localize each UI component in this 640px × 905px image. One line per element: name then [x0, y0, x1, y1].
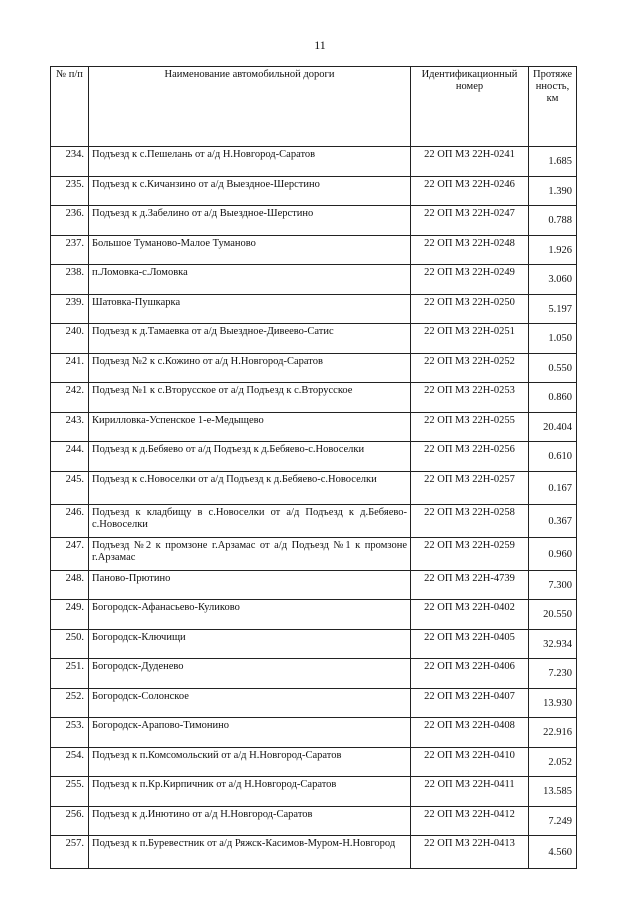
cell-num: 235.: [51, 176, 89, 206]
cell-id: 22 ОП МЗ 22Н-0256: [411, 442, 529, 472]
cell-num: 248.: [51, 570, 89, 600]
cell-num: 246.: [51, 504, 89, 537]
cell-length: 4.560: [529, 836, 577, 869]
cell-id: 22 ОП МЗ 22Н-0241: [411, 147, 529, 177]
table-row: [51, 442, 577, 472]
cell-name: Подъезд №2 к промзоне г.Арзамас от а/д Подъезд №1 к промзоне г.Арзамас: [89, 537, 411, 570]
table-row: [51, 806, 577, 836]
cell-id: 22 ОП МЗ 22Н-0255: [411, 412, 529, 442]
cell-num: 255.: [51, 777, 89, 807]
cell-name: Подъезд к с.Пешелань от а/д Н.Новгород-Саратов: [89, 147, 411, 177]
cell-name: Подъезд к д.Бебяево от а/д Подъезд к д.Бебяево-с.Новоселки: [89, 442, 411, 472]
table-row: [51, 600, 577, 630]
cell-name: Подъезд к д.Тамаевка от а/д Выездное-Дивеево-Сатис: [89, 324, 411, 354]
table-row: [51, 235, 577, 265]
table-row: [51, 471, 577, 504]
table-row: [51, 537, 577, 570]
table-row: [51, 629, 577, 659]
cell-length: 3.060: [529, 265, 577, 295]
cell-num: 238.: [51, 265, 89, 295]
cell-num: 257.: [51, 836, 89, 869]
cell-length: 5.197: [529, 294, 577, 324]
cell-id: 22 ОП МЗ 22Н-0413: [411, 836, 529, 869]
table-row: [51, 688, 577, 718]
cell-id: 22 ОП МЗ 22Н-0412: [411, 806, 529, 836]
cell-length: 2.052: [529, 747, 577, 777]
cell-num: 243.: [51, 412, 89, 442]
cell-length: 1.050: [529, 324, 577, 354]
table-row: [51, 147, 577, 177]
table-row: [51, 777, 577, 807]
cell-name: Шатовка-Пушкарка: [89, 294, 411, 324]
cell-name: Богородск-Ключищи: [89, 629, 411, 659]
cell-id: 22 ОП МЗ 22Н-0252: [411, 353, 529, 383]
cell-num: 241.: [51, 353, 89, 383]
cell-length: 7.249: [529, 806, 577, 836]
table-row: [51, 718, 577, 748]
cell-id: 22 ОП МЗ 22Н-0411: [411, 777, 529, 807]
cell-id: 22 ОП МЗ 22Н-0257: [411, 471, 529, 504]
cell-num: 234.: [51, 147, 89, 177]
cell-length: 13.585: [529, 777, 577, 807]
cell-name: Богородск-Дуденево: [89, 659, 411, 689]
cell-id: 22 ОП МЗ 22Н-0251: [411, 324, 529, 354]
cell-name: Большое Туманово-Малое Туманово: [89, 235, 411, 265]
cell-name: Богородск-Арапово-Тимонино: [89, 718, 411, 748]
cell-num: 240.: [51, 324, 89, 354]
roads-table: [50, 66, 577, 869]
header-id: Идентификационный номер: [411, 67, 529, 147]
cell-name: Подъезд к с.Кичанзино от а/д Выездное-Шерстино: [89, 176, 411, 206]
cell-length: 0.860: [529, 383, 577, 413]
cell-num: 247.: [51, 537, 89, 570]
table-row: [51, 265, 577, 295]
header-name: Наименование автомобильной дороги: [89, 67, 411, 147]
cell-length: 7.300: [529, 570, 577, 600]
cell-name: Подъезд к п.Буревестник от а/д Ряжск-Касимов-Муром-Н.Новгород: [89, 836, 411, 869]
header-num: № п/п: [51, 67, 89, 147]
cell-num: 249.: [51, 600, 89, 630]
cell-num: 253.: [51, 718, 89, 748]
cell-length: 0.610: [529, 442, 577, 472]
cell-length: 22.916: [529, 718, 577, 748]
cell-length: 0.960: [529, 537, 577, 570]
cell-name: Подъезд к д.Забелино от а/д Выездное-Шерстино: [89, 206, 411, 236]
cell-num: 252.: [51, 688, 89, 718]
cell-length: 7.230: [529, 659, 577, 689]
cell-num: 250.: [51, 629, 89, 659]
cell-num: 242.: [51, 383, 89, 413]
cell-name: Подъезд №2 к с.Кожино от а/д Н.Новгород-Саратов: [89, 353, 411, 383]
cell-id: 22 ОП МЗ 22Н-0250: [411, 294, 529, 324]
table-row: [51, 412, 577, 442]
cell-name: Подъезд к п.Кр.Кирпичник от а/д Н.Новгород-Саратов: [89, 777, 411, 807]
cell-id: 22 ОП МЗ 22Н-0408: [411, 718, 529, 748]
cell-name: Богородск-Солонское: [89, 688, 411, 718]
cell-id: 22 ОП МЗ 22Н-0405: [411, 629, 529, 659]
cell-length: 0.550: [529, 353, 577, 383]
cell-num: 236.: [51, 206, 89, 236]
table-row: [51, 206, 577, 236]
cell-id: 22 ОП МЗ 22Н-0259: [411, 537, 529, 570]
cell-name: Подъезд к кладбищу в с.Новоселки от а/д Подъезд к д.Бебяево-с.Новоселки: [89, 504, 411, 537]
cell-id: 22 ОП МЗ 22Н-0249: [411, 265, 529, 295]
cell-name: Кирилловка-Успенское 1-е-Медыщево: [89, 412, 411, 442]
cell-name: Подъезд к д.Инютино от а/д Н.Новгород-Саратов: [89, 806, 411, 836]
table-row: [51, 504, 577, 537]
table-row: [51, 324, 577, 354]
cell-name: Подъезд к п.Комсомольский от а/д Н.Новгород-Саратов: [89, 747, 411, 777]
cell-name: п.Ломовка-с.Ломовка: [89, 265, 411, 295]
cell-id: 22 ОП МЗ 22Н-0410: [411, 747, 529, 777]
cell-id: 22 ОП МЗ 22Н-4739: [411, 570, 529, 600]
table-row: [51, 570, 577, 600]
cell-name: Паново-Прютино: [89, 570, 411, 600]
cell-name: Подъезд №1 к с.Вторусское от а/д Подъезд к с.Вторусское: [89, 383, 411, 413]
cell-length: 13.930: [529, 688, 577, 718]
cell-length: 32.934: [529, 629, 577, 659]
cell-id: 22 ОП МЗ 22Н-0247: [411, 206, 529, 236]
table-row: [51, 353, 577, 383]
cell-name: Подъезд к с.Новоселки от а/д Подъезд к д.Бебяево-с.Новоселки: [89, 471, 411, 504]
cell-num: 254.: [51, 747, 89, 777]
page-number: 11: [314, 38, 326, 52]
cell-id: 22 ОП МЗ 22Н-0258: [411, 504, 529, 537]
table-row: [51, 747, 577, 777]
cell-id: 22 ОП МЗ 22Н-0248: [411, 235, 529, 265]
table-row: [51, 294, 577, 324]
cell-length: 20.550: [529, 600, 577, 630]
header-length: Протяже нность, км: [529, 67, 577, 147]
cell-num: 256.: [51, 806, 89, 836]
cell-id: 22 ОП МЗ 22Н-0406: [411, 659, 529, 689]
table-row: [51, 836, 577, 869]
cell-num: 237.: [51, 235, 89, 265]
cell-name: Богородск-Афанасьево-Куликово: [89, 600, 411, 630]
cell-num: 244.: [51, 442, 89, 472]
cell-length: 0.788: [529, 206, 577, 236]
cell-num: 239.: [51, 294, 89, 324]
cell-length: 1.685: [529, 147, 577, 177]
cell-id: 22 ОП МЗ 22Н-0402: [411, 600, 529, 630]
cell-length: 20.404: [529, 412, 577, 442]
cell-length: 0.167: [529, 471, 577, 504]
cell-id: 22 ОП МЗ 22Н-0407: [411, 688, 529, 718]
table-row: [51, 176, 577, 206]
cell-length: 1.926: [529, 235, 577, 265]
table-row: [51, 383, 577, 413]
cell-id: 22 ОП МЗ 22Н-0253: [411, 383, 529, 413]
cell-num: 245.: [51, 471, 89, 504]
cell-num: 251.: [51, 659, 89, 689]
cell-length: 0.367: [529, 504, 577, 537]
table-row: [51, 659, 577, 689]
cell-id: 22 ОП МЗ 22Н-0246: [411, 176, 529, 206]
table-header-row: [51, 67, 577, 147]
cell-length: 1.390: [529, 176, 577, 206]
